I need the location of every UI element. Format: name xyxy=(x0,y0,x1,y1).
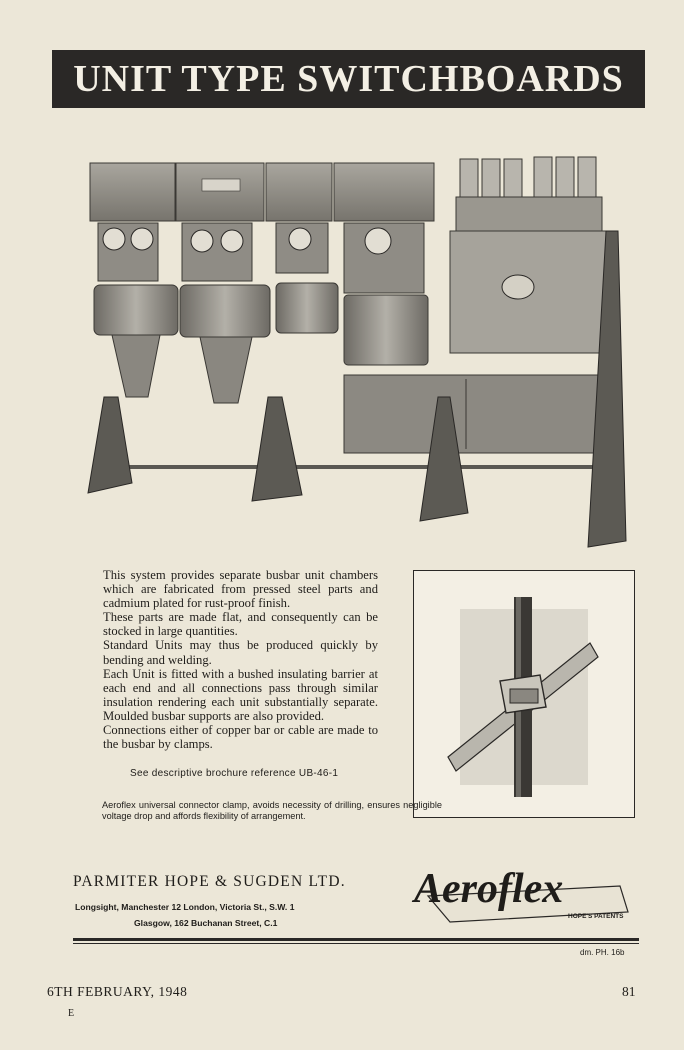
aeroflex-logo-mark xyxy=(400,852,640,930)
clamp-caption: Aeroflex universal connector clamp, avoids necessity of drilling, ensures negligible voltage drop and affords flexibility of arrangement. xyxy=(102,800,442,821)
print-code: dm. PH. 16b xyxy=(580,948,625,957)
body-paragraph: Connections either of copper bar or cable are made to the busbar by clamps. xyxy=(103,723,378,752)
body-paragraph: This system provides separate busbar unit chambers which are fabricated from pressed steel parts and cadmium plated for rust-proof finish. xyxy=(103,568,378,611)
brochure-reference: See descriptive brochure reference UB-46-1 xyxy=(130,768,339,779)
company-name: PARMITER HOPE & SUGDEN LTD. xyxy=(73,873,346,890)
body-paragraph: Standard Units may thus be produced quickly by bending and welding. xyxy=(103,638,378,667)
page-number: 81 xyxy=(622,984,636,999)
logo-wordmark: Aeroflex xyxy=(414,866,564,912)
body-paragraph: These parts are made flat, and consequently can be stocked in large quantities. xyxy=(103,610,378,639)
address-line-2: Glasgow, 162 Buchanan Street, C.1 xyxy=(134,918,278,928)
body-paragraph: Each Unit is fitted with a bushed insulating barrier at each end and all connections pass through similar insulation rendering each unit substantially separate. Moulded busbar supports are also provided. xyxy=(103,666,378,723)
clamp-illustration xyxy=(413,570,635,818)
aeroflex-logo xyxy=(400,852,640,930)
issue-date: 6TH FEBRUARY, 1948 xyxy=(47,984,188,999)
switchboard-photo xyxy=(72,135,632,555)
divider-rule xyxy=(73,943,639,944)
divider-rule xyxy=(73,938,639,941)
connector-clamp-image xyxy=(414,571,634,817)
logo-tagline: HOPE'S PATENTS xyxy=(568,913,624,920)
signature-letter: E xyxy=(68,1008,75,1019)
headline-title: UNIT TYPE SWITCHBOARDS xyxy=(73,58,624,100)
address-line-1: Longsight, Manchester 12 London, Victoria St., S.W. 1 xyxy=(75,902,295,912)
body-copy xyxy=(103,568,378,751)
headline-banner xyxy=(52,50,645,108)
